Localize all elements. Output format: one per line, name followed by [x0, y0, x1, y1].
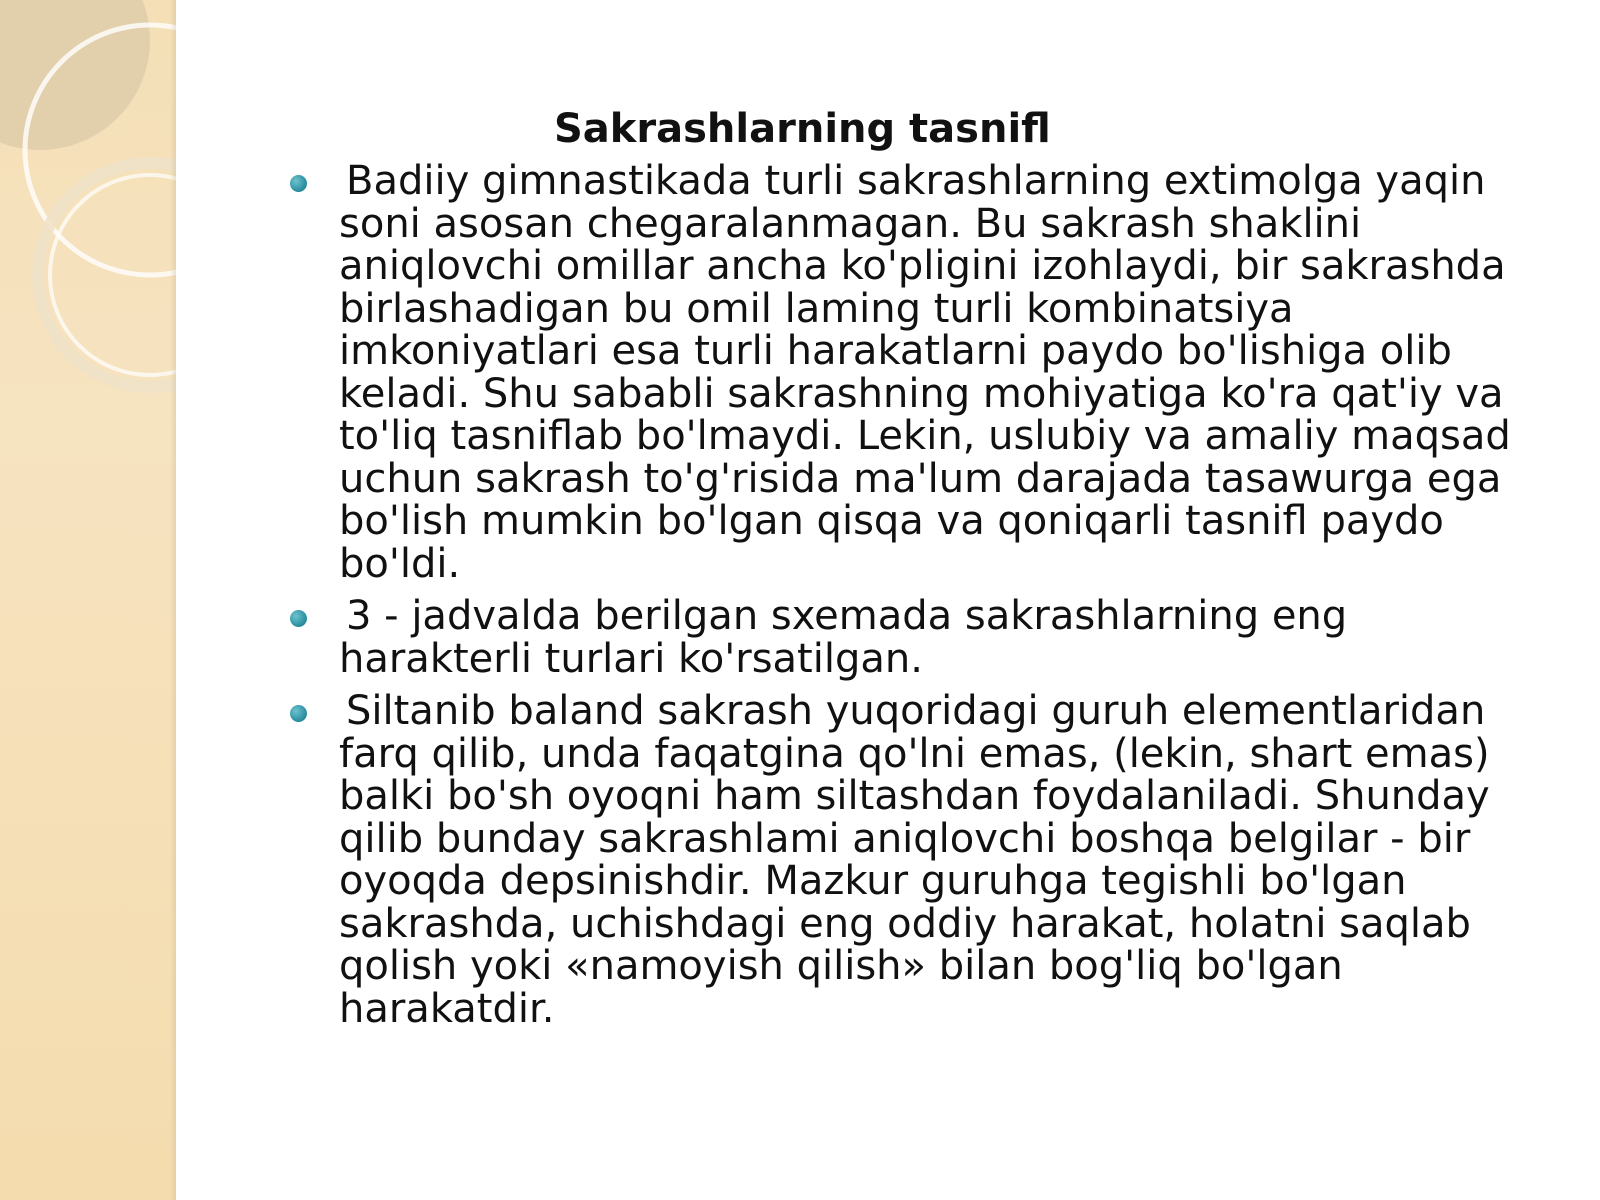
slide-title: Sakrashlarning tasnifl	[554, 106, 1051, 152]
list-item	[176, 160, 1539, 585]
decorative-rings	[0, 0, 176, 1200]
bullet-list	[176, 160, 1539, 1040]
bullet-dot-icon	[290, 175, 307, 192]
decorative-side-panel	[0, 0, 176, 1200]
bullet-dot-icon	[290, 705, 307, 722]
list-item	[176, 595, 1539, 680]
bullet-text: Badiiy gimnastikada turli sakrashlarning extimolga yaqin soni asosan chegaralanmagan. Bu sakrash shaklini aniqlovchi omillar ancha ko'pligini izohlaydi, bir sakrashda birlashadigan bu omil laming turli kombinatsiya imkoniyatlari esa turli harakatlarni paydo bo'lishiga olib keladi. Shu sababli sakrashning mohiyatiga ko'ra qat'iy va to'liq tasniflab bo'lmaydi. Lekin, uslubiy va amaliy maqsad uchun sakrash to'g'risida ma'lum darajada tasawurga ega bo'lish mumkin bo'lgan qisqa va qoniqarli tasnifl paydo bo'ldi.	[339, 158, 1511, 587]
decorative-circle	[0, 0, 150, 150]
bullet-text: 3 - jadvalda berilgan sxemada sakrashlarning eng harakterli turlari ko'rsatilgan.	[339, 593, 1348, 682]
list-item	[176, 690, 1539, 1030]
bullet-dot-icon	[290, 610, 307, 627]
slide-content	[176, 0, 1600, 1200]
bullet-text: Siltanib baland sakrash yuqoridagi guruh elementlaridan farq qilib, unda faqatgina qo'lni emas, (lekin, shart emas) balki bo'sh oyoqni ham siltashdan foydalaniladi. Shunday qilib bunday sakrashlami aniqlovchi boshqa belgilar - bir oyoqda depsinishdir. Mazkur guruhga tegishli bo'lgan sakrashda, uchishdagi eng oddiy harakat, holatni saqlab qolish yoki «namoyish qilish» bilan bog'liq bo'lgan harakatdir.	[339, 688, 1490, 1032]
